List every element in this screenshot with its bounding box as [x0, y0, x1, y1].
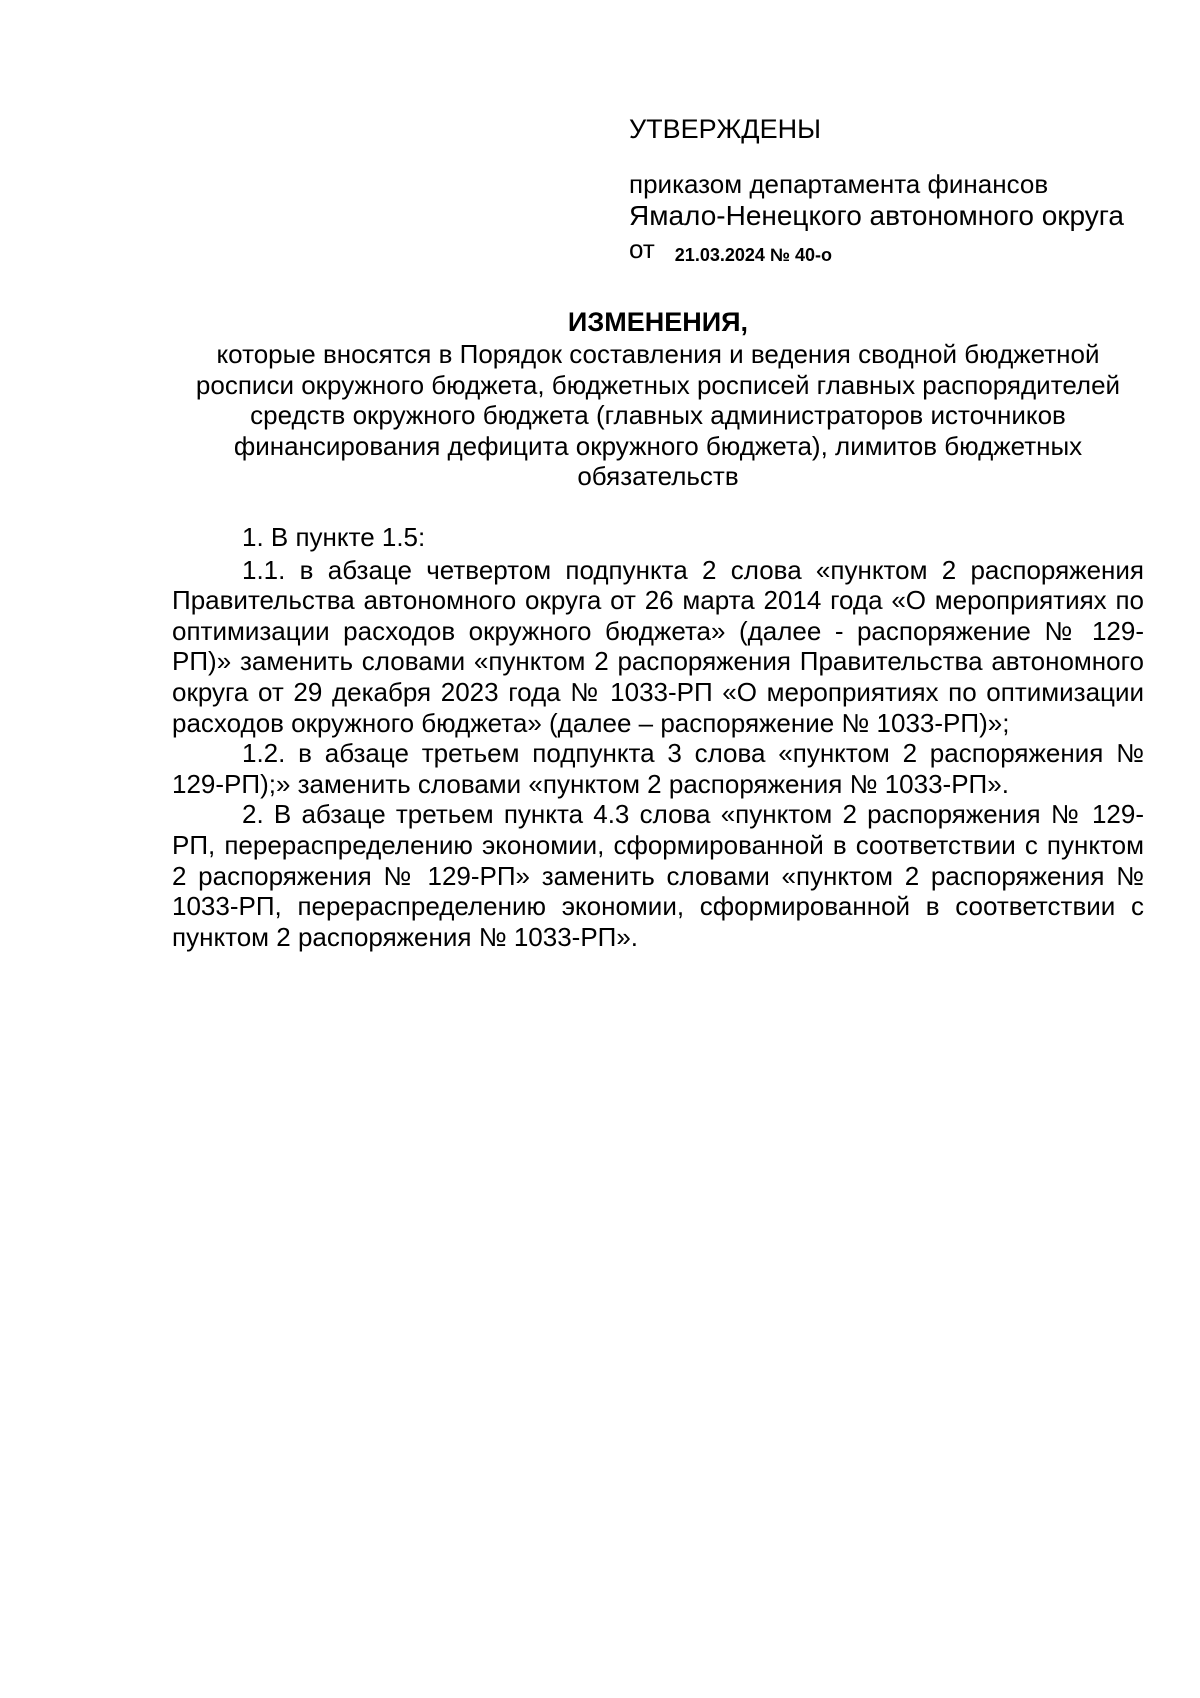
approval-from-label: от	[629, 234, 655, 264]
approval-stamp	[629, 112, 1149, 270]
heading-subtitle: которые вносятся в Порядок составления и ведения сводной бюджетной росписи окружного бюджета, бюджетных росписей главных распорядителей средств окружного бюджета (главных администраторов источников финансирования дефицита окружного бюджета), лимитов бюджетных обязательств	[195, 339, 1121, 491]
approval-order-line: приказом департамента финансов	[629, 169, 1049, 199]
approval-date-row	[629, 234, 1149, 270]
approval-region-line: Ямало-Ненецкого автономного округа	[629, 200, 1124, 231]
paragraph-2: 2. В абзаце третьем пункта 4.3 слова «пунктом 2 распоряжения № 129-РП, перераспределению экономии, сформированной в соответствии с пунктом 2 распоряжения № 129-РП» заменить словами «пунктом 2 распоряжения № 1033-РП, перераспределению экономии, сформированной в соответствии с пунктом 2 распоряжения № 1033-РП».	[172, 799, 1144, 952]
approval-date-number: 21.03.2024 № 40-о	[674, 245, 832, 265]
document-heading	[172, 305, 1144, 492]
paragraph-1-1: 1.1. в абзаце четвертом подпункта 2 слова «пунктом 2 распоряжения Правительства автономного округа от 26 марта 2014 года «О мероприятиях по оптимизации расходов окружного бюджета» (далее - распоряжение № 129-РП)» заменить словами «пунктом 2 распоряжения Правительства автономного округа от 29 декабря 2023 года № 1033-РП «О мероприятиях по оптимизации расходов окружного бюджета» (далее – распоряжение № 1033-РП)»;	[172, 554, 1144, 738]
paragraph-1: 1. В пункте 1.5:	[242, 522, 426, 552]
approval-title: УТВЕРЖДЕНЫ	[629, 114, 821, 144]
paragraph-1-2: 1.2. в абзаце третьем подпункта 3 слова «пунктом 2 распоряжения № 129-РП);» заменить словами «пунктом 2 распоряжения № 1033-РП».	[172, 738, 1144, 799]
heading-title: ИЗМЕНЕНИЯ,	[567, 307, 749, 337]
document-body	[172, 522, 1144, 952]
